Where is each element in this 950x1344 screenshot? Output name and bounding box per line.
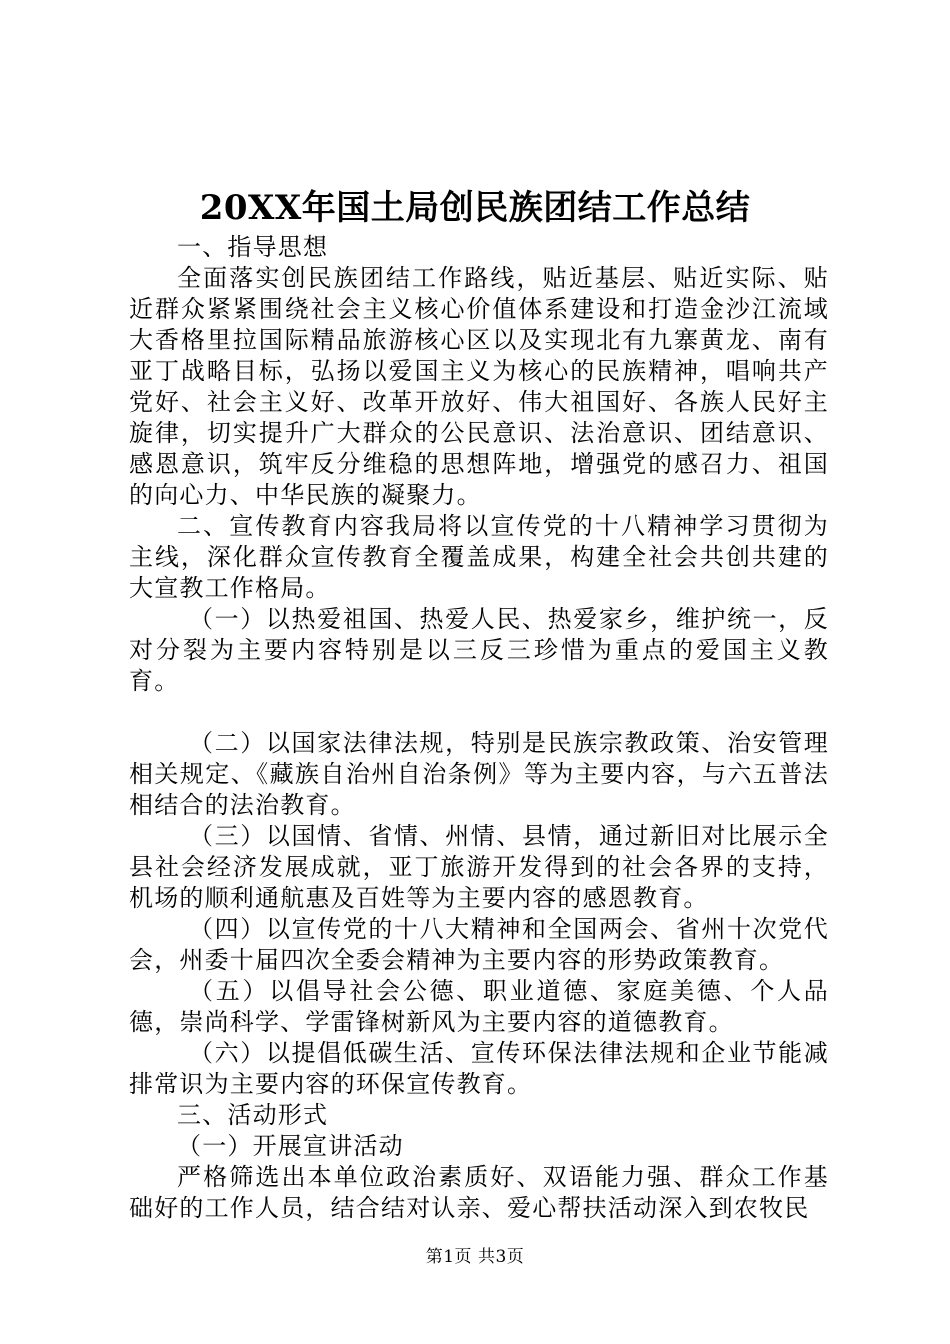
paragraph-gap	[129, 697, 829, 728]
body-paragraph: 严格筛选出本单位政治素质好、双语能力强、群众工作基础好的工作人员，结合结对认亲、爱心帮扶活动深入到农牧民	[129, 1163, 829, 1222]
list-paragraph: （六）以提倡低碳生活、宣传环保法律法规和企业节能减排常识为主要内容的环保宣传教育。	[129, 1039, 829, 1098]
list-paragraph: （五）以倡导社会公德、职业道德、家庭美德、个人品德，崇尚科学、学雷锋树新风为主要内容的道德教育。	[129, 977, 829, 1036]
section-heading: 一、指导思想	[177, 233, 329, 261]
section-heading: 三、活动形式	[177, 1101, 329, 1129]
document-body	[129, 232, 829, 1224]
list-paragraph: （二）以国家法律法规，特别是民族宗教政策、治安管理相关规定、《藏族自治州自治条例》等为主要内容，与六五普法相结合的法治教育。	[129, 729, 829, 819]
body-paragraph: 全面落实创民族团结工作路线，贴近基层、贴近实际、贴近群众紧紧围绕社会主义核心价值体系建设和打造金沙江流域大香格里拉国际精品旅游核心区以及实现北有九寨黄龙、南有亚丁战略目标，弘扬以爱国主义为核心的民族精神，唱响共产党好、社会主义好、改革开放好、伟大祖国好、各族人民好主旋律，切实提升广大群众的公民意识、法治意识、团结意识、感恩意识，筑牢反分维稳的思想阵地，增强党的感召力、祖国的向心力、中华民族的凝聚力。	[129, 264, 829, 509]
page-number: 第1页 共3页	[425, 1247, 525, 1267]
document-title: 20XX年国土局创民族团结工作总结	[199, 188, 751, 228]
body-paragraph: 二、宣传教育内容我局将以宣传党的十八精神学习贯彻为主线，深化群众宣传教育全覆盖成果，构建全社会共创共建的大宣教工作格局。	[129, 512, 829, 602]
list-paragraph: （一）以热爱祖国、热爱人民、热爱家乡，维护统一，反对分裂为主要内容特别是以三反三珍惜为重点的爱国主义教育。	[129, 605, 829, 695]
list-paragraph: （四）以宣传党的十八大精神和全国两会、省州十次党代会，州委十届四次全委会精神为主要内容的形势政策教育。	[129, 915, 829, 974]
list-paragraph: （三）以国情、省情、州情、县情，通过新旧对比展示全县社会经济发展成就，亚丁旅游开发得到的社会各界的支持，机场的顺利通航惠及百姓等为主要内容的感恩教育。	[129, 822, 829, 912]
subsection-heading: （一）开展宣讲活动	[177, 1132, 404, 1160]
